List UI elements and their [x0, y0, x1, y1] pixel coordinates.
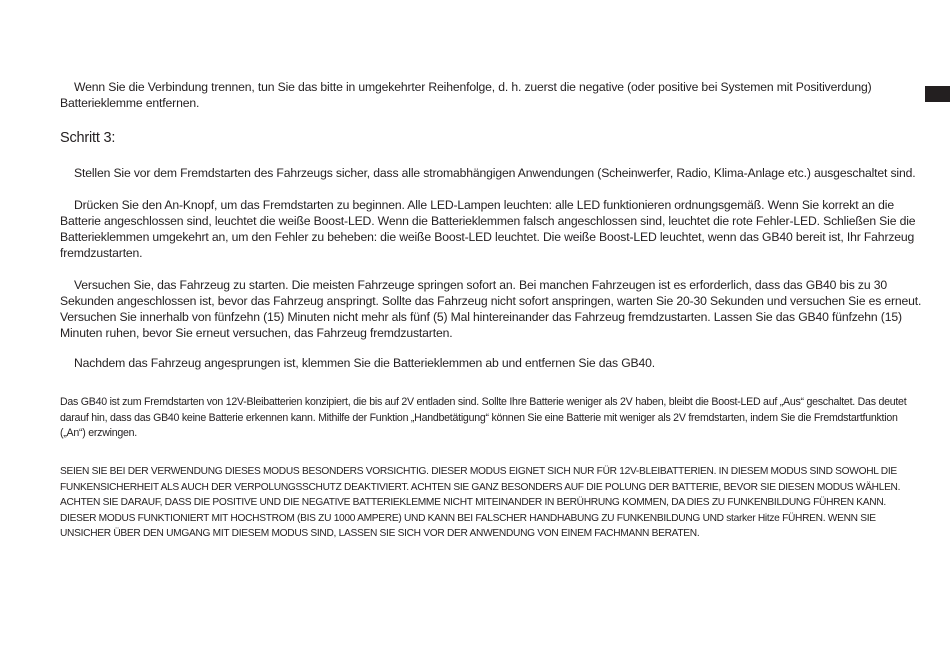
step-heading: Schritt 3: [60, 130, 116, 146]
chapter-tab-marker [925, 86, 950, 102]
paragraph-disconnect-order: Wenn Sie die Verbindung trennen, tun Sie das bitte in umgekehrter Reihenfolge, d. h. zuerst die negative (oder positive bei Systemen mit Positiverdung) Batterieklemme entfernen. [60, 80, 872, 110]
paragraph-start-attempt: Versuchen Sie, das Fahrzeug zu starten. Die meisten Fahrzeuge springen sofort an. Bei manchen Fahrzeugen ist es erforderlich, dass das GB40 bis zu 30 Sekunden angeschlossen ist, bevor das Fahrzeug anspringt. Sollte das Fahrzeug nicht sofort anspringen, warten Sie 20-30 Sekunden und versuchen Sie es erneut. Versuchen Sie innerhalb von fünfzehn (15) Minuten nicht mehr als fünf (5) Mal hintereinander das Fahrzeug fremdzustarten. Lassen Sie das GB40 fünfzehn (15) Minuten ruhen, bevor Sie erneut versuchen, das Fahrzeug fremdzustarten. [60, 278, 922, 340]
paragraph-on-button: Drücken Sie den An-Knopf, um das Fremdstarten zu beginnen. Alle LED-Lampen leuchten: alle LED funktionieren ordnungsgemäß. Wenn Sie korrekt an die Batterie angeschlossen sind, leuchtet die weiße Boost-LED. Wenn die Batterieklemmen falsch angeschlossen sind, leuchtet die rote Fehler-LED. Schließen Sie die Batterieklemmen umgekehrt an, um den Fehler zu beheben: die weiße Boost-LED leuchtet. Die weiße Boost-LED leuchtet, wenn das GB40 bereit ist, Ihr Fahrzeug fremdzustarten. [60, 198, 916, 260]
paragraph-consumers-off: Stellen Sie vor dem Fremdstarten des Fahrzeugs sicher, dass alle stromabhängigen Anwendungen (Scheinwerfer, Radio, Klima-Anlage etc.) ausgeschaltet sind. [74, 166, 916, 180]
paragraph-manual-mode: Das GB40 ist zum Fremdstarten von 12V-Bleibatterien konzipiert, die bis auf 2V entladen sind. Sollte Ihre Batterie weniger als 2V haben, bleibt die Boost-LED auf „Aus“ geschaltet. Das deutet darauf hin, dass das GB40 keine Batterie erkennen kann. Mithilfe der Funktion „Handbetätigung“ können Sie eine Batterie mit weniger als 2V fremdstarten, indem Sie die Fremdstartfunktion („An“) erzwingen. [60, 396, 907, 439]
paragraph-after-start: Nachdem das Fahrzeug angesprungen ist, klemmen Sie die Batterieklemmen ab und entfernen Sie das GB40. [74, 356, 656, 370]
paragraph-warning: SEIEN SIE BEI DER VERWENDUNG DIESES MODUS BESONDERS VORSICHTIG. DIESER MODUS EIGNET SICH NUR FÜR 12V-BLEIBATTERIEN. IN DIESEM MODUS SIND SOWOHL DIE FUNKENSICHERHEIT ALS AUCH DER VERPOLUNGSSCHUTZ DEAKTIVIERT. ACHTEN SIE GANZ BESONDERS AUF DIE POLUNG DER BATTERIE, BEVOR SIE DIESEN MODUS WÄHLEN. ACHTEN SIE DARAUF, DASS DIE POSITIVE UND DIE NEGATIVE BATTERIEKLEMME NICHT MITEINANDER IN BERÜHRUNG KOMMEN, DA DIES ZU FUNKENBILDUNG FÜHREN KANN. DIESER MODUS FUNKTIONIERT MIT HOCHSTROM (BIS ZU 1000 AMPERE) UND KANN BEI FALSCHER HANDHABUNG ZU FUNKENBILDUNG UND starker Hitze FÜHREN. WENN SIE UNSICHER ÜBER DEN UMGANG MIT DIESEM MODUS SIND, LASSEN SIE SICH VOR DER ANWENDUNG VON EINEM FACHMANN BERATEN. [60, 466, 901, 539]
